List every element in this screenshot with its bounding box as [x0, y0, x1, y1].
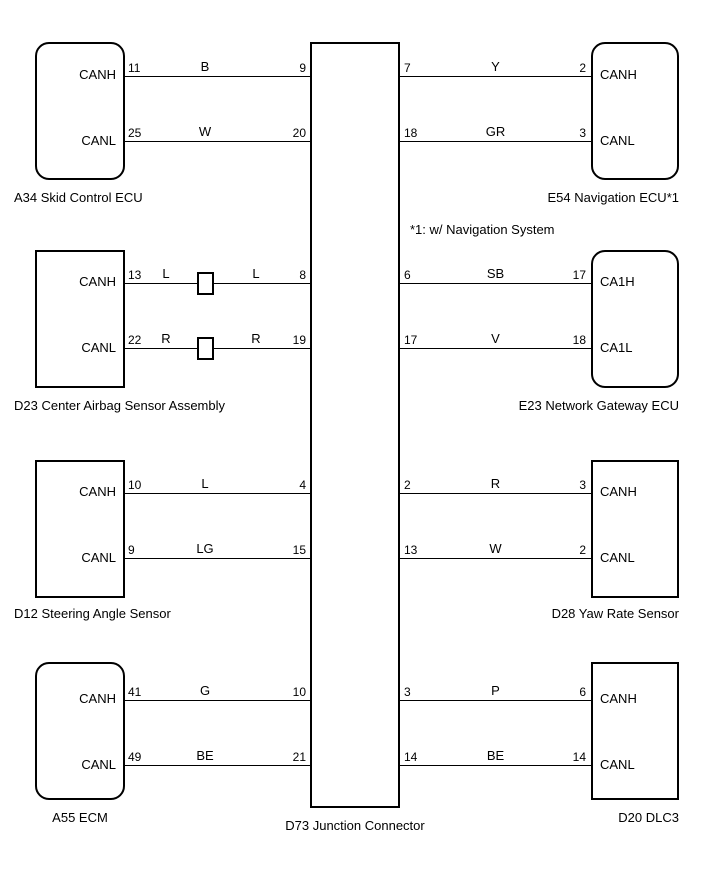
terminal-canh-label: CANH: [79, 67, 116, 82]
junction-pin-label-a34-canh: 9: [299, 61, 306, 75]
terminal-canh-label: CANH: [600, 691, 637, 706]
pin-label-d28-canh: 3: [579, 478, 586, 492]
pin-label-e23-ca1l: 18: [572, 333, 586, 347]
junction-pin-label-d20-canh: 3: [404, 685, 411, 699]
junction-pin-label-a55-canl: 21: [292, 750, 306, 764]
component-box-d20-dlc3: [591, 662, 679, 800]
wire-e54-canl: [400, 141, 591, 142]
wire-a55-canl: [125, 765, 310, 766]
terminal-canh-label: CANH: [600, 484, 637, 499]
component-label-a34: A34 Skid Control ECU: [14, 190, 143, 205]
pin-label-a55-canl: 49: [128, 750, 142, 764]
wire-d28-canh: [400, 493, 591, 494]
inline-connector-d23-canl: [197, 337, 214, 360]
wire-color-label-d23-canl: R: [161, 331, 171, 346]
pin-label-d23-canh: 13: [128, 268, 142, 282]
terminal-canl-label: CANL: [81, 133, 116, 148]
wire-color-label-d23-canh: L: [162, 266, 170, 281]
component-box-e23-network-gateway-ecu: [591, 250, 679, 388]
junction-pin-label-d20-canl: 14: [404, 750, 418, 764]
wire-color-label-a34-canh: B: [200, 59, 210, 74]
terminal-canl-label: CANL: [600, 757, 635, 772]
pin-label-d20-canh: 6: [579, 685, 586, 699]
component-label-e54: E54 Navigation ECU*1: [547, 190, 679, 205]
junction-pin-label-a34-canl: 20: [292, 126, 306, 140]
pin-label-d12-canh: 10: [128, 478, 142, 492]
component-label-d23: D23 Center Airbag Sensor Assembly: [14, 398, 225, 413]
wire-a34-canh: [125, 76, 310, 77]
junction-pin-label-e54-canl: 18: [404, 126, 418, 140]
junction-connector-box: [310, 42, 400, 808]
pin-label-a34-canh: 11: [128, 61, 141, 75]
wire-color-label-d12-canh: L: [201, 476, 209, 491]
junction-pin-label-a55-canh: 10: [292, 685, 306, 699]
wire-d23-canh: [125, 283, 310, 284]
junction-connector-label: D73 Junction Connector: [285, 818, 425, 833]
wire-color-label-e54-canh: Y: [491, 59, 500, 74]
terminal-canl-label: CANL: [81, 340, 116, 355]
wire-color-label-a55-canh: G: [199, 683, 211, 698]
pin-label-a55-canh: 41: [128, 685, 142, 699]
terminal-ca1h-label: CA1H: [600, 274, 635, 289]
junction-pin-label-d28-canh: 2: [404, 478, 411, 492]
pin-label-d20-canl: 14: [572, 750, 586, 764]
wire-color-label-e23-ca1l: V: [491, 331, 500, 346]
wire-color-label-d28-canl: W: [489, 541, 502, 556]
terminal-canl-label: CANL: [81, 757, 116, 772]
terminal-canl-label: CANL: [81, 550, 116, 565]
component-box-d28-yaw-rate-sensor: [591, 460, 679, 598]
component-label-e23: E23 Network Gateway ECU: [518, 398, 679, 413]
pin-label-e54-canl: 3: [579, 126, 586, 140]
wire-d12-canh: [125, 493, 310, 494]
pin-label-e23-ca1h: 17: [572, 268, 586, 282]
wire-color-label-a55-canl: BE: [196, 748, 214, 763]
note-navigation-system: *1: w/ Navigation System: [410, 222, 555, 237]
wire-d20-canh: [400, 700, 591, 701]
terminal-canh-label: CANH: [79, 484, 116, 499]
junction-pin-label-e23-ca1h: 6: [404, 268, 411, 282]
wire-color-label-d12-canl: LG: [196, 541, 214, 556]
component-box-d12-steering-angle-sensor: [35, 460, 125, 598]
junction-pin-label-d12-canh: 4: [299, 478, 306, 492]
component-label-d12: D12 Steering Angle Sensor: [14, 606, 171, 621]
component-label-d28: D28 Yaw Rate Sensor: [551, 606, 679, 621]
component-label-a55: A55 ECM: [52, 810, 108, 825]
component-label-d20: D20 DLC3: [618, 810, 679, 825]
junction-pin-label-e54-canh: 7: [404, 61, 411, 75]
wire-a55-canh: [125, 700, 310, 701]
component-box-d23-center-airbag-sensor: [35, 250, 125, 388]
component-box-e54-navigation-ecu: [591, 42, 679, 180]
terminal-canh-label: CANH: [79, 274, 116, 289]
wire-e23-ca1h: [400, 283, 591, 284]
wire-d12-canl: [125, 558, 310, 559]
wire-e23-ca1l: [400, 348, 591, 349]
wire-color-label-e23-ca1h: SB: [486, 266, 505, 281]
wire-color-label-d20-canh: P: [491, 683, 500, 698]
junction-pin-label-d28-canl: 13: [404, 543, 418, 557]
terminal-ca1l-label: CA1L: [600, 340, 633, 355]
wire-d23-canl: [125, 348, 310, 349]
terminal-canh-label: CANH: [79, 691, 116, 706]
wire-color-label-e54-canl: GR: [485, 124, 506, 139]
component-box-a34-skid-control-ecu: [35, 42, 125, 180]
junction-pin-label-e23-ca1l: 17: [404, 333, 418, 347]
pin-label-a34-canl: 25: [128, 126, 142, 140]
wire-color-label-a34-canl: W: [198, 124, 212, 139]
pin-label-e54-canh: 2: [579, 61, 586, 75]
junction-pin-label-d23-canl: 19: [292, 333, 306, 347]
wire-color-label-d23-canh-2: L: [252, 266, 260, 281]
terminal-canh-label: CANH: [600, 67, 637, 82]
component-box-a55-ecm: [35, 662, 125, 800]
pin-label-d28-canl: 2: [579, 543, 586, 557]
wire-d20-canl: [400, 765, 591, 766]
junction-pin-label-d23-canh: 8: [299, 268, 306, 282]
terminal-canl-label: CANL: [600, 133, 635, 148]
pin-label-d23-canl: 22: [128, 333, 142, 347]
junction-pin-label-d12-canl: 15: [292, 543, 306, 557]
inline-connector-d23-canh: [197, 272, 214, 295]
terminal-canl-label: CANL: [600, 550, 635, 565]
wire-color-label-d28-canh: R: [490, 476, 501, 491]
pin-label-d12-canl: 9: [128, 543, 135, 557]
wire-d28-canl: [400, 558, 591, 559]
wire-a34-canl: [125, 141, 310, 142]
wire-color-label-d20-canl: BE: [486, 748, 505, 763]
wire-e54-canh: [400, 76, 591, 77]
wire-color-label-d23-canl-2: R: [251, 331, 261, 346]
